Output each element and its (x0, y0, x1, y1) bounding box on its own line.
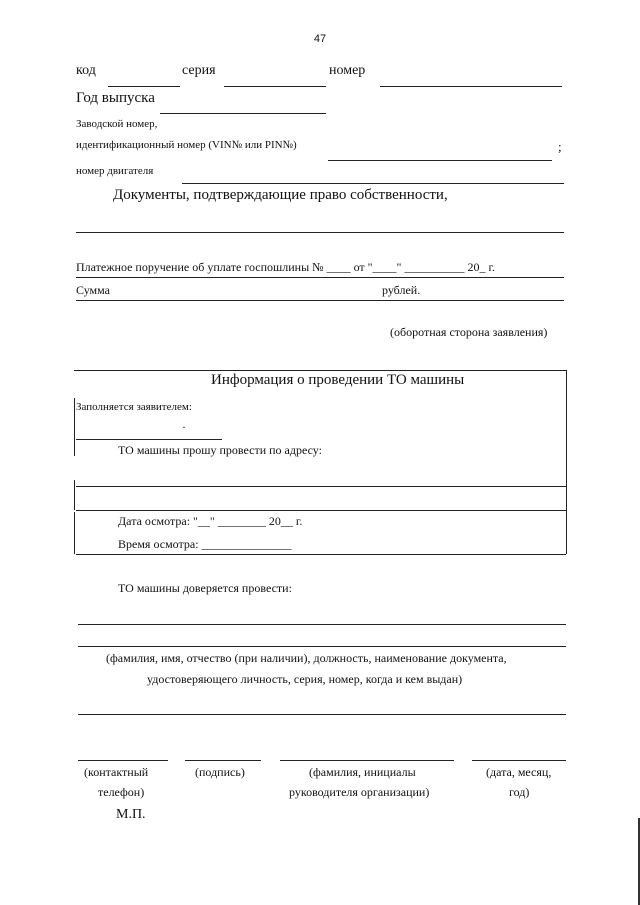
person-caption-2: удостоверяющего личность, серия, номер, когда и кем выдан) (147, 672, 463, 686)
rubles-label: рублей. (382, 283, 421, 297)
engine-field-line[interactable] (182, 183, 564, 184)
phone-caption-1: (контактный (84, 765, 149, 779)
address-field-line-2[interactable] (76, 510, 566, 511)
phone-line[interactable] (78, 760, 168, 761)
inspection-time: Время осмотра: _______________ (118, 537, 292, 551)
number-field-line[interactable] (380, 86, 562, 87)
date-line[interactable] (472, 760, 566, 761)
trusted-field-line-2[interactable] (78, 646, 566, 647)
ownership-docs-line[interactable] (76, 232, 564, 233)
engine-number-label: номер двигателя (76, 165, 154, 177)
name-caption-1: (фамилия, инициалы (309, 765, 416, 779)
inspection-box-top (74, 370, 566, 371)
person-caption-1: (фамилия, имя, отчество (при наличии), должность, наименование документа, (106, 651, 507, 665)
trusted-field-line-1[interactable] (78, 624, 566, 625)
factory-number-label: Заводской номер, (76, 118, 158, 130)
series-field-line[interactable] (224, 86, 326, 87)
code-label: код (76, 63, 96, 78)
inspection-box-right (566, 370, 567, 554)
trusted-field-line-3[interactable] (78, 714, 566, 715)
trusted-label: ТО машины доверяется провести: (118, 581, 292, 595)
vin-label: идентификационный номер (VIN№ или PIN№) (76, 139, 297, 151)
filled-by-applicant: Заполняется заявителем: (76, 401, 192, 413)
inspection-box-left-mid (74, 480, 75, 510)
payment-order-text: Платежное поручение об уплате госпошлины № ____ от "____" __________ 20_ г. (76, 260, 496, 274)
sum-field-line[interactable] (76, 300, 564, 301)
name-line[interactable] (280, 760, 454, 761)
vin-semicolon: ; (558, 139, 562, 154)
ownership-docs-label: Документы, подтверждающие право собственности, (113, 187, 448, 203)
year-label: Год выпуска (76, 90, 155, 106)
address-field-line-1[interactable] (76, 486, 566, 487)
series-label: серия (182, 63, 216, 78)
reverse-side-note: (оборотная сторона заявления) (390, 325, 548, 339)
year-field-line[interactable] (160, 113, 326, 114)
name-caption-2: руководителя организации) (289, 785, 430, 799)
applicant-field-line[interactable] (76, 439, 222, 440)
payment-order-line (76, 277, 564, 278)
phone-caption-2: телефон) (98, 785, 145, 799)
date-caption-2: год) (509, 785, 530, 799)
date-caption-1: (дата, месяц, (486, 765, 552, 779)
code-field-line[interactable] (108, 86, 180, 87)
address-label: ТО машины прошу провести по адресу: (118, 443, 322, 457)
page-number: 47 (313, 33, 327, 45)
signature-caption: (подпись) (195, 765, 245, 779)
signature-line[interactable] (185, 760, 261, 761)
inspection-box-left-lower (74, 512, 75, 554)
sum-label: Сумма (76, 283, 110, 297)
inspection-box-left-upper (74, 398, 75, 456)
dot-mark: · (182, 420, 186, 434)
vin-field-line[interactable] (328, 160, 552, 161)
inspection-box-bottom (76, 554, 566, 555)
stamp-place: М.П. (116, 807, 146, 822)
inspection-date: Дата осмотра: "__" ________ 20__ г. (118, 514, 303, 528)
number-label: номер (329, 63, 366, 78)
inspection-title: Информация о проведении ТО машины (211, 372, 465, 388)
